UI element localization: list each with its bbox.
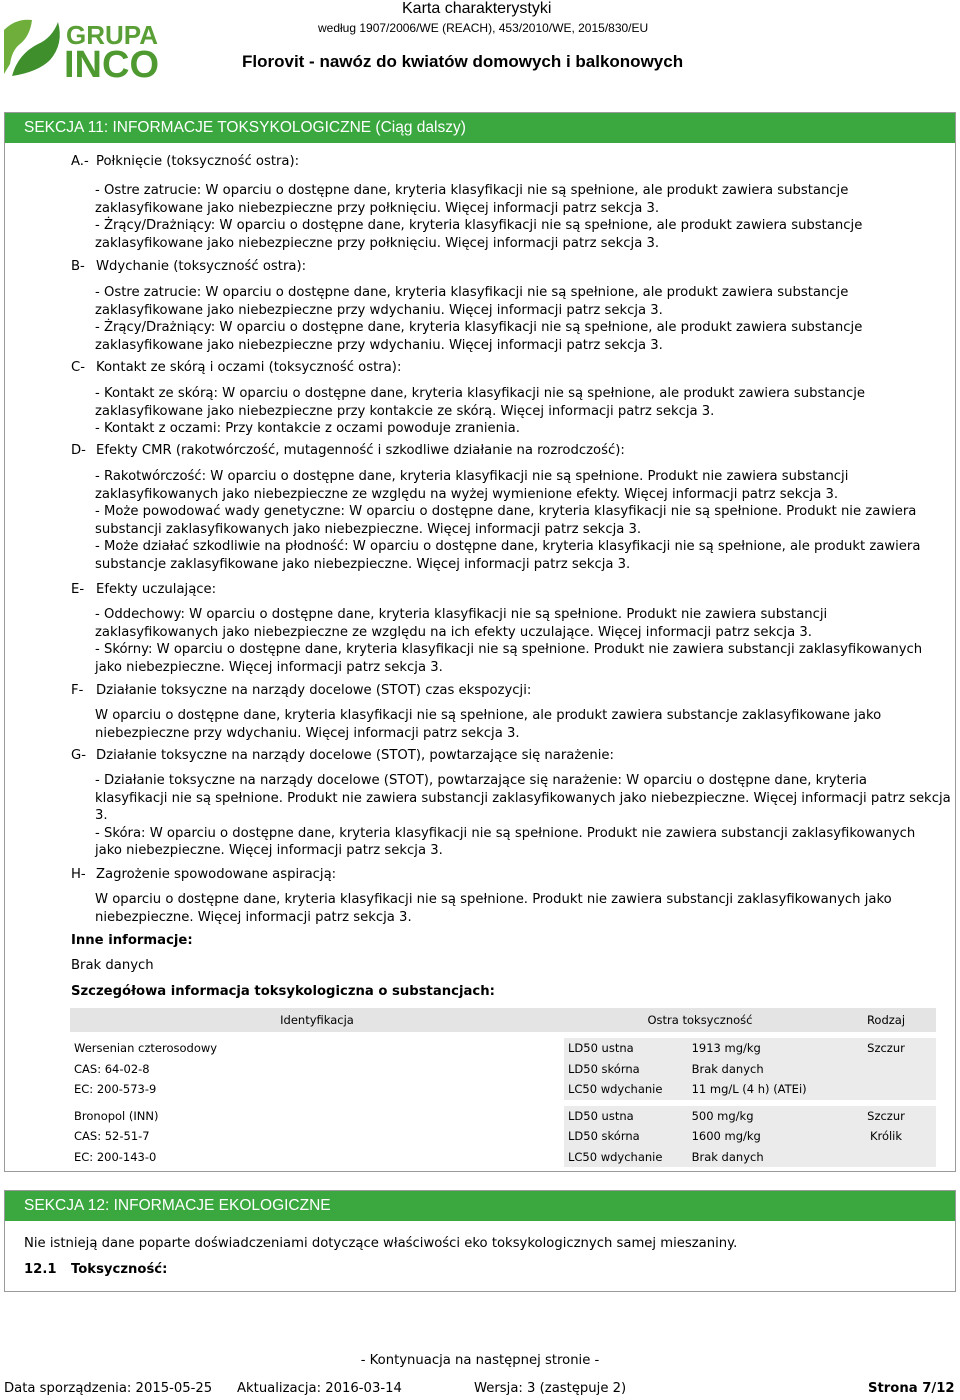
text-line: - Ostre zatrucie: W oparciu o dostępne dane, kryteria klasyfikacji nie są spełnione, ale produkt zawiera substancje xyxy=(95,285,849,300)
subsection-g-items xyxy=(95,772,951,860)
text-line: niebezpieczne przy wdychaniu. Więcej informacji patrz sekcja 3. xyxy=(95,725,520,741)
table-row xyxy=(70,1147,936,1168)
table-cell xyxy=(836,1147,936,1168)
section-11-header-bar xyxy=(5,113,955,143)
subsection-f-items xyxy=(95,707,881,742)
subsection-heading-f: Działanie toksyczne na narządy docelowe (STOT) czas ekspozycji: xyxy=(96,683,532,698)
table-cell: Wersenian czterosodowy xyxy=(74,1041,218,1056)
section-12-header-bar xyxy=(5,1191,955,1221)
table-cell xyxy=(836,1079,936,1100)
table-cell: Królik xyxy=(836,1126,936,1147)
subsection-heading-a: Połknięcie (toksyczność ostra): xyxy=(96,154,300,169)
table-row xyxy=(70,1106,936,1127)
document-header xyxy=(0,0,960,90)
subsection-d-items xyxy=(95,468,920,573)
table-cell: 1913 mg/kg xyxy=(688,1038,836,1059)
footer-update-date: Aktualizacja: 2016-03-14 xyxy=(237,1381,402,1396)
table-cell: Brak danych xyxy=(688,1059,836,1080)
document-title: Karta charakterystyki xyxy=(402,0,552,17)
table-cell xyxy=(836,1059,936,1080)
logo-text-inco: INCO xyxy=(64,44,159,80)
footer-page-number: Strona 7/12 xyxy=(868,1381,955,1396)
column-header-identification: Identyfikacja xyxy=(70,1008,564,1032)
subsection-number-12-1: 12.1 xyxy=(24,1262,57,1277)
subsection-heading-h: Zagrożenie spowodowane aspiracją: xyxy=(96,867,337,882)
text-line: - Może działać szkodliwie na płodność: W oparciu o dostępne dane, kryteria klasyfikacji nie są spełnione, ale produkt zawiera xyxy=(95,539,921,554)
text-line: jako niebezpieczne. Więcej informacji patrz sekcja 3. xyxy=(95,843,443,858)
subsection-heading-b: Wdychanie (toksyczność ostra): xyxy=(96,259,307,274)
table-header-row xyxy=(70,1008,936,1032)
text-line: - Rakotwórczość: W oparciu o dostępne dane, kryteria klasyfikacji nie są spełnione. Produkt nie zawiera substancji xyxy=(95,469,849,484)
subsection-label-h: H- xyxy=(71,867,86,882)
table-row xyxy=(70,1079,936,1100)
grupa-inco-logo xyxy=(2,14,182,80)
text-line: W oparciu o dostępne dane, kryteria klasyfikacji nie są spełnione. Produkt nie zawiera substancji zaklasyfikowanych jako xyxy=(95,892,892,907)
text-line: - Może powodować wady genetyczne: W oparciu o dostępne dane, kryteria klasyfikacji nie są spełnione. Produkt nie zawiera xyxy=(95,504,917,519)
text-line: - Skóra: W oparciu o dostępne dane, kryteria klasyfikacji nie są spełnione. Produkt nie zawiera substancji zaklasyfikowanych xyxy=(95,825,916,841)
subsection-heading-e: Efekty uczulające: xyxy=(96,582,217,597)
text-line: - Żrący/Drażniący: W oparciu o dostępne dane, kryteria klasyfikacji nie są spełnione, ale produkt zawiera substancje xyxy=(95,218,863,233)
table-cell: 500 mg/kg xyxy=(688,1106,836,1127)
subsection-e-items xyxy=(95,606,922,676)
subsection-label-f: F- xyxy=(71,683,84,698)
table-cell: LD50 skórna xyxy=(564,1059,688,1080)
continuation-note: - Kontynuacja na następnej stronie - xyxy=(360,1353,600,1368)
subsection-c-items xyxy=(95,385,865,438)
footer-issue-date: Data sporządzenia: 2015-05-25 xyxy=(4,1381,213,1396)
table-row xyxy=(70,1126,936,1147)
section-11-title: SEKCJA 11: INFORMACJE TOKSYKOLOGICZNE (Ciąg dalszy) xyxy=(24,119,466,136)
text-line: - Kontakt z oczami: Przy kontakcie z oczami powoduje zranienia. xyxy=(95,421,520,436)
table-cell: 11 mg/L (4 h) (ATEi) xyxy=(688,1079,836,1100)
column-header-species: Rodzaj xyxy=(836,1008,936,1032)
subsection-heading-g: Działanie toksyczne na narządy docelowe (STOT), powtarzające się narażenie: xyxy=(96,748,614,763)
subsection-h-items xyxy=(95,891,892,926)
subsection-label-d: D- xyxy=(71,443,86,458)
text-line: zaklasyfikowane jako niebezpieczne przy kontakcie ze skórą. Więcej informacji patrz sekcja 3. xyxy=(95,403,715,419)
regulation-reference: według 1907/2006/WE (REACH), 453/2010/WE, 2015/830/EU xyxy=(318,21,649,35)
table-cell: LD50 ustna xyxy=(564,1106,688,1127)
text-line: klasyfikacji nie są spełnione. Produkt nie zawiera substancji zaklasyfikowanych jako niebezpieczne. Więcej informacji patrz sekcja xyxy=(95,790,951,806)
section-12-title: SEKCJA 12: INFORMACJE EKOLOGICZNE xyxy=(24,1197,331,1214)
other-info-text: Brak danych xyxy=(71,958,154,973)
text-line: - Skórny: W oparciu o dostępne dane, kryteria klasyfikacji nie są spełnione. Produkt nie zawiera substancji zaklasyfikowanych xyxy=(95,642,923,657)
footer-version: Wersja: 3 (zastępuje 2) xyxy=(474,1381,627,1396)
product-name: Florovit - nawóz do kwiatów domowych i balkonowych xyxy=(242,52,684,71)
table-cell: EC: 200-573-9 xyxy=(74,1082,157,1097)
text-line: W oparciu o dostępne dane, kryteria klasyfikacji nie są spełnione, ale produkt zawiera substancje zaklasyfikowane jako xyxy=(95,708,882,723)
subsection-a-items xyxy=(95,182,862,252)
table-cell: LD50 skórna xyxy=(564,1126,688,1147)
table-cell: Szczur xyxy=(836,1106,936,1127)
table-cell: LC50 wdychanie xyxy=(564,1147,688,1168)
logo-text-grupa: GRUPA xyxy=(66,20,158,50)
text-line: - Kontakt ze skórą: W oparciu o dostępne dane, kryteria klasyfikacji nie są spełnione, ale produkt zawiera substancje xyxy=(95,386,865,401)
text-line: - Oddechowy: W oparciu o dostępne dane, kryteria klasyfikacji nie są spełnione. Produkt nie zawiera substancji xyxy=(95,607,828,622)
column-header-acute-toxicity: Ostra toksyczność xyxy=(564,1008,836,1032)
text-line: zaklasyfikowane jako niebezpieczne przy wdychaniu. Więcej informacji patrz sekcja 3. xyxy=(95,337,663,353)
subsection-title-12-1: Toksyczność: xyxy=(71,1262,168,1277)
text-line: niebezpieczne. Więcej informacji patrz sekcja 3. xyxy=(95,909,412,925)
table-row xyxy=(70,1059,936,1080)
table-cell: Brak danych xyxy=(688,1147,836,1168)
subsection-heading-d: Efekty CMR (rakotwórczość, mutagenność i szkodliwe działanie na rozrodczość): xyxy=(96,443,625,458)
toxicology-table xyxy=(70,1008,936,1167)
text-line: zaklasyfikowanych jako niebezpieczne ze względu na wyżej wymienione efekty. Więcej informacji patrz sekcja 3. xyxy=(95,486,839,502)
text-line: substancje zaklasyfikowane jako niebezpieczne. Więcej informacji patrz sekcja 3. xyxy=(95,556,631,572)
text-line: zaklasyfikowane jako niebezpieczne przy połknięciu. Więcej informacji patrz sekcja 3. xyxy=(95,200,660,216)
text-line: 3. xyxy=(95,808,108,823)
logo-graphic xyxy=(2,14,182,80)
table-cell: EC: 200-143-0 xyxy=(74,1149,157,1164)
table-cell: LC50 wdychanie xyxy=(564,1079,688,1100)
subsection-b-items xyxy=(95,284,862,354)
text-line: zaklasyfikowane jako niebezpieczne przy wdychaniu. Więcej informacji patrz sekcja 3. xyxy=(95,302,663,318)
table-cell: LD50 ustna xyxy=(564,1038,688,1059)
section-12-text: Nie istnieją dane poparte doświadczeniami dotyczące właściwości eko toksykologicznych samej mieszaniny. xyxy=(24,1236,738,1251)
subsection-label-c: C- xyxy=(71,360,85,375)
detail-info-heading: Szczegółowa informacja toksykologiczna o substancjach: xyxy=(71,984,495,999)
table-cell: CAS: 64-02-8 xyxy=(74,1061,150,1076)
text-line: substancji zaklasyfikowanych jako niebezpieczne. Więcej informacji patrz sekcja 3. xyxy=(95,521,642,537)
subsection-label-g: G- xyxy=(71,748,86,763)
table-row xyxy=(70,1038,936,1059)
text-line: - Żrący/Drażniący: W oparciu o dostępne dane, kryteria klasyfikacji nie są spełnione, ale produkt zawiera substancje xyxy=(95,320,863,335)
table-cell: CAS: 52-51-7 xyxy=(74,1129,150,1144)
subsection-label-b: B- xyxy=(71,259,85,274)
text-line: - Ostre zatrucie: W oparciu o dostępne dane, kryteria klasyfikacji nie są spełnione, ale produkt zawiera substancje xyxy=(95,183,849,198)
text-line: zaklasyfikowanych jako niebezpieczne ze względu na ich efekty uczulające. Więcej informacji patrz sekcja 3. xyxy=(95,624,812,640)
text-line: zaklasyfikowane jako niebezpieczne przy połknięciu. Więcej informacji patrz sekcja 3. xyxy=(95,235,660,251)
subsection-label-a: A.- xyxy=(71,154,89,169)
table-cell: 1600 mg/kg xyxy=(688,1126,836,1147)
text-line: jako niebezpieczne. Więcej informacji patrz sekcja 3. xyxy=(95,659,443,675)
table-cell: Bronopol (INN) xyxy=(74,1108,159,1123)
table-cell: Szczur xyxy=(836,1038,936,1059)
subsection-heading-c: Kontakt ze skórą i oczami (toksyczność ostra): xyxy=(96,360,402,375)
subsection-label-e: E- xyxy=(71,582,85,597)
text-line: - Działanie toksyczne na narządy docelowe (STOT), powtarzające się narażenie: W oparciu o dostępne dane, kryteria xyxy=(95,773,867,788)
other-info-heading: Inne informacje: xyxy=(71,933,193,948)
